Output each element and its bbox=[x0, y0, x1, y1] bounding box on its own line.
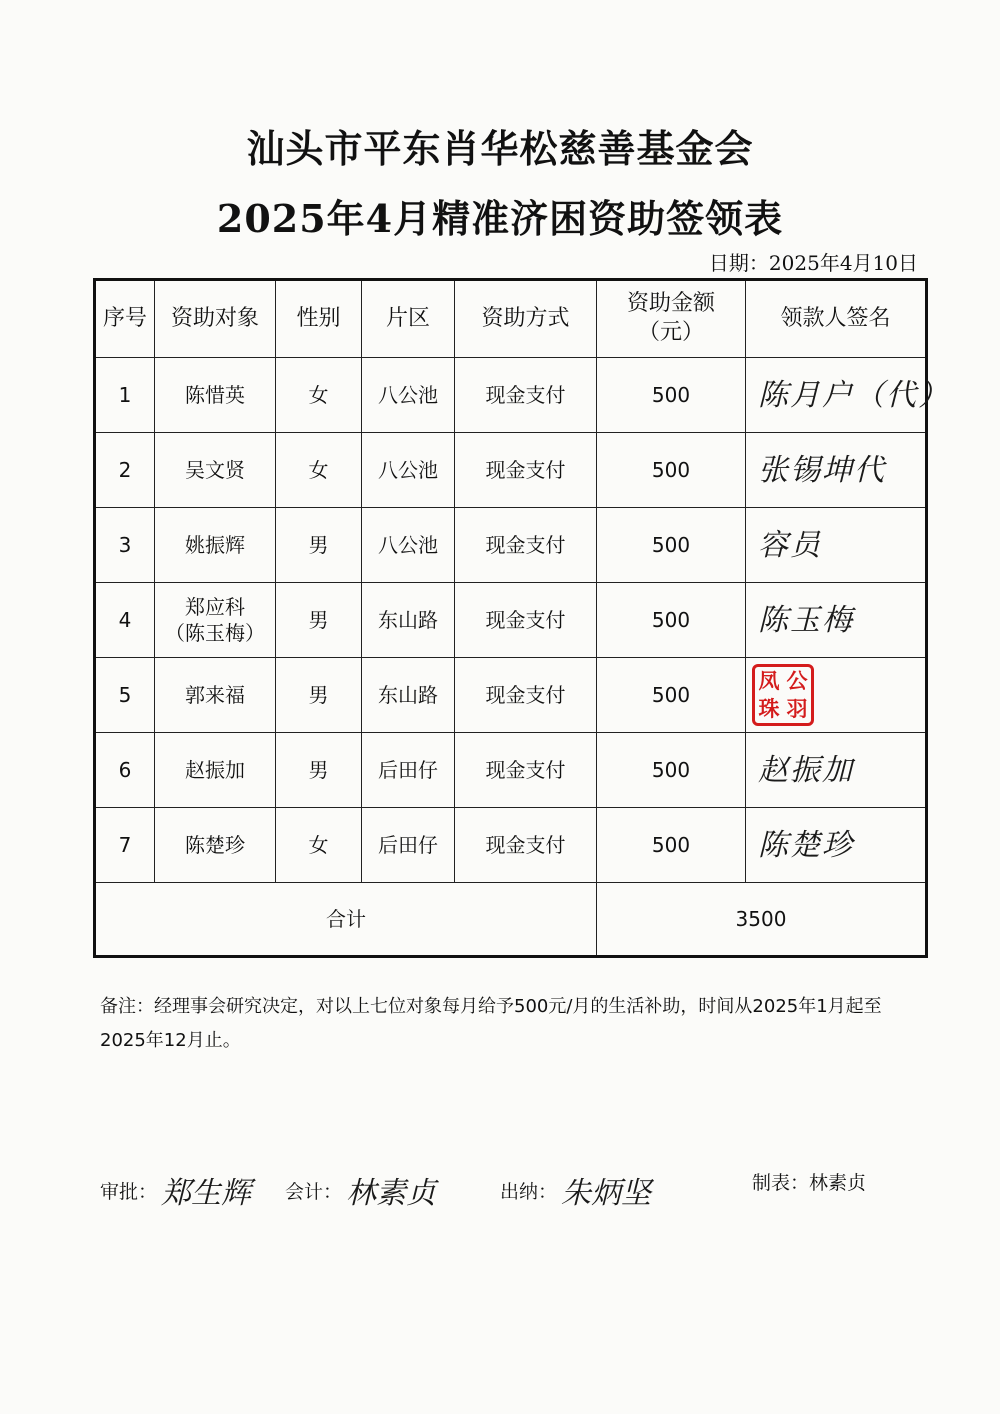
red-seal-stamp bbox=[752, 664, 814, 726]
table-row bbox=[95, 358, 927, 433]
row-gender: 男 bbox=[276, 508, 362, 583]
row-area: 后田仔 bbox=[362, 808, 455, 883]
total-row bbox=[95, 883, 927, 957]
row-method: 现金支付 bbox=[455, 508, 597, 583]
row-gender: 女 bbox=[276, 358, 362, 433]
document-subtitle: 2025年4月精准济困资助签领表 bbox=[216, 196, 784, 241]
row-gender: 女 bbox=[276, 433, 362, 508]
row-amount: 500 bbox=[597, 808, 746, 883]
handwritten-signature: 陈玉梅 bbox=[758, 602, 854, 638]
table-row bbox=[95, 733, 927, 808]
row-name: 陈惜英 bbox=[155, 358, 276, 433]
header-signature: 领款人签名 bbox=[746, 280, 927, 358]
accountant-signature: 林素贞 bbox=[346, 1176, 437, 1211]
row-gender: 男 bbox=[276, 658, 362, 733]
header-method: 资助方式 bbox=[455, 280, 597, 358]
row-name: 郭来福 bbox=[155, 658, 276, 733]
row-no: 5 bbox=[95, 658, 155, 733]
row-area: 东山路 bbox=[362, 658, 455, 733]
table-header-row bbox=[95, 280, 927, 358]
handwritten-signature: 陈月户（代） bbox=[758, 377, 950, 413]
row-name: 郑应科 （陈玉梅） bbox=[155, 583, 276, 658]
table-row bbox=[95, 658, 927, 733]
row-name: 姚振辉 bbox=[155, 508, 276, 583]
row-no: 2 bbox=[95, 433, 155, 508]
handwritten-signature: 张锡坤代 bbox=[758, 452, 886, 488]
table-row bbox=[95, 808, 927, 883]
seal-char: 公 bbox=[786, 669, 808, 693]
cashier-signature: 朱炳坚 bbox=[561, 1176, 652, 1211]
row-method: 现金支付 bbox=[455, 808, 597, 883]
row-signature bbox=[746, 658, 927, 733]
row-amount: 500 bbox=[597, 658, 746, 733]
row-method: 现金支付 bbox=[455, 658, 597, 733]
header-name: 资助对象 bbox=[155, 280, 276, 358]
row-name: 吴文贤 bbox=[155, 433, 276, 508]
row-amount: 500 bbox=[597, 433, 746, 508]
row-no: 1 bbox=[95, 358, 155, 433]
document-date: 日期：2025年4月10日 bbox=[708, 251, 918, 275]
row-name: 陈楚珍 bbox=[155, 808, 276, 883]
row-area: 后田仔 bbox=[362, 733, 455, 808]
total-label: 合计 bbox=[95, 883, 597, 957]
row-method: 现金支付 bbox=[455, 733, 597, 808]
row-no: 6 bbox=[95, 733, 155, 808]
maker-label: 制表：林素贞 bbox=[752, 1172, 867, 1194]
accountant-label: 会计： bbox=[285, 1180, 343, 1203]
approve-signature: 郑生辉 bbox=[161, 1176, 252, 1211]
row-method: 现金支付 bbox=[455, 358, 597, 433]
row-signature bbox=[746, 358, 950, 433]
approve-label: 审批： bbox=[100, 1180, 158, 1203]
handwritten-signature: 容员 bbox=[758, 527, 822, 563]
table-row bbox=[95, 433, 927, 508]
row-no: 3 bbox=[95, 508, 155, 583]
row-area: 八公池 bbox=[362, 433, 455, 508]
row-amount: 500 bbox=[597, 358, 746, 433]
table-row bbox=[95, 583, 927, 658]
row-amount: 500 bbox=[597, 733, 746, 808]
handwritten-signature: 陈楚珍 bbox=[758, 827, 854, 863]
header-no: 序号 bbox=[95, 280, 155, 358]
row-signature bbox=[746, 583, 927, 658]
approver bbox=[100, 1168, 251, 1212]
row-gender: 男 bbox=[276, 583, 362, 658]
remark-note: 备注：经理事会研究决定，对以上七位对象每月给予500元/月的生活补助，时间从2025年1月起至2025年12月止。 bbox=[100, 996, 882, 1051]
row-signature bbox=[746, 808, 927, 883]
accountant bbox=[285, 1168, 436, 1212]
header-amount: 资助金额 （元） bbox=[597, 280, 746, 358]
row-signature bbox=[746, 733, 927, 808]
row-method: 现金支付 bbox=[455, 583, 597, 658]
document-title: 汕头市平东肖华松慈善基金会 bbox=[246, 126, 754, 171]
table-row bbox=[95, 508, 927, 583]
row-no: 4 bbox=[95, 583, 155, 658]
row-amount: 500 bbox=[597, 508, 746, 583]
row-no: 7 bbox=[95, 808, 155, 883]
header-area: 片区 bbox=[362, 280, 455, 358]
seal-char: 凤 bbox=[758, 669, 780, 693]
row-signature bbox=[746, 508, 927, 583]
row-amount: 500 bbox=[597, 583, 746, 658]
cashier bbox=[500, 1168, 651, 1212]
row-area: 东山路 bbox=[362, 583, 455, 658]
total-amount: 3500 bbox=[597, 883, 927, 957]
row-name: 赵振加 bbox=[155, 733, 276, 808]
header-gender: 性别 bbox=[276, 280, 362, 358]
seal-char: 羽 bbox=[786, 697, 808, 721]
seal-char: 珠 bbox=[758, 697, 780, 721]
table-maker bbox=[752, 1168, 866, 1195]
row-method: 现金支付 bbox=[455, 433, 597, 508]
row-area: 八公池 bbox=[362, 508, 455, 583]
cashier-label: 出纳： bbox=[500, 1180, 558, 1203]
aid-sign-table bbox=[93, 278, 950, 958]
row-area: 八公池 bbox=[362, 358, 455, 433]
row-gender: 女 bbox=[276, 808, 362, 883]
row-gender: 男 bbox=[276, 733, 362, 808]
row-signature bbox=[746, 433, 927, 508]
handwritten-signature: 赵振加 bbox=[758, 752, 854, 788]
